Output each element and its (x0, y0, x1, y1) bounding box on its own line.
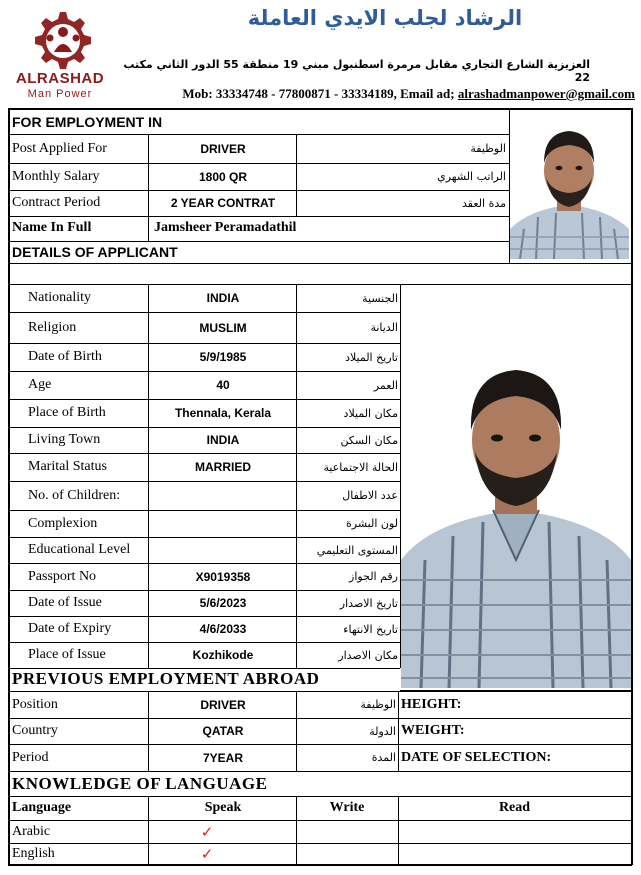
logo-emblem-icon (10, 8, 110, 70)
grid-vline (148, 284, 149, 668)
contact-phones: Mob: 33334748 - 77800871 - 33334189, Email ad; (182, 86, 458, 101)
grid-vline (296, 796, 297, 865)
field-label: Monthly Salary (12, 168, 100, 184)
person-photo-icon (401, 360, 631, 688)
field-label-arabic: مكان الاصدار (338, 648, 398, 662)
field-label: Country (12, 723, 58, 738)
right-field-label: HEIGHT: (401, 696, 462, 712)
field-label: Period (12, 749, 49, 765)
field-label-arabic: رقم الجواز (349, 570, 398, 583)
grid-vline (296, 134, 297, 216)
write-check-icon (298, 820, 396, 843)
logo-text-main: ALRASHAD (15, 70, 105, 87)
field-label: Date of Birth (28, 349, 102, 364)
field-label-arabic: تاريخ الاصدار (339, 596, 398, 610)
contact-line (120, 86, 635, 102)
field-value: X9019358 (195, 569, 251, 584)
field-value: 40 (216, 378, 230, 392)
right-field-label: WEIGHT: (401, 723, 465, 738)
field-value: Thennala, Kerala (174, 406, 272, 420)
field-value: DRIVER (200, 697, 246, 712)
field-label-arabic: لون البشرة (346, 517, 398, 530)
field-value: MARRIED (195, 460, 251, 474)
field-label: Complexion (28, 515, 98, 531)
field-value: 5/9/1985 (199, 350, 247, 364)
field-label-arabic: مدة العقد (462, 196, 506, 210)
field-label-arabic: تاريخ الانتهاء (343, 622, 398, 636)
language-name: English (12, 846, 55, 861)
field-label-arabic: المدة (371, 751, 396, 764)
field-label: Post Applied For (12, 140, 107, 156)
field-value (150, 481, 296, 510)
field-label: Place of Birth (28, 405, 106, 420)
write-check-icon (298, 843, 396, 865)
field-label-arabic: المستوى التعليمي (316, 543, 398, 557)
field-label: Passport No (28, 568, 97, 584)
column-header: Write (329, 800, 365, 815)
company-logo (10, 8, 110, 100)
speak-check-icon: ✓ (200, 822, 214, 841)
field-label-arabic: الراتب الشهري (437, 170, 506, 183)
field-label-arabic: الوظيفة (360, 698, 396, 711)
grid-vline (398, 691, 399, 771)
previous-employment-heading: PREVIOUS EMPLOYMENT ABROAD (12, 669, 320, 688)
grid-vline (631, 108, 633, 865)
field-value: 7YEAR (202, 750, 243, 765)
grid-vline (398, 796, 399, 865)
speak-check-icon: ✓ (200, 845, 214, 863)
language-heading: KNOWLEDGE OF LANGUAGE (12, 774, 268, 793)
column-header: Read (498, 800, 531, 815)
field-label: Religion (28, 319, 77, 335)
field-label-arabic: الجنسية (362, 291, 398, 305)
field-value: DRIVER (200, 141, 246, 156)
field-label-arabic: مكان الميلاد (343, 406, 398, 420)
field-value: 2 YEAR CONTRAT (170, 196, 276, 210)
applicant-photo-small (510, 117, 629, 259)
company-name-arabic: الرشاد لجلب الايدي العاملة (247, 6, 523, 30)
field-label-arabic: الديانة (370, 321, 398, 334)
grid-vline (148, 796, 149, 865)
field-value: MUSLIM (199, 320, 247, 335)
field-value (150, 510, 296, 537)
field-label: Date of Expiry (28, 621, 112, 636)
read-check-icon (400, 820, 629, 843)
field-label: Educational Level (28, 542, 131, 557)
field-label: Nationality (28, 290, 91, 305)
field-label-arabic: الدولة (369, 724, 396, 738)
field-label: Contract Period (12, 195, 101, 210)
field-label-arabic: مكان السكن (340, 433, 398, 447)
right-field-label: DATE OF SELECTION: (401, 749, 552, 765)
field-label: Living Town (28, 432, 101, 447)
field-value: INDIA (206, 291, 240, 305)
field-label: Age (28, 377, 52, 392)
field-label: Position (12, 696, 58, 712)
field-label-arabic: تاريخ الميلاد (345, 350, 398, 364)
field-value: 4/6/2033 (199, 622, 247, 636)
grid-vline (148, 691, 149, 771)
column-header: Language (12, 800, 72, 815)
read-check-icon (400, 843, 629, 865)
field-value: Kozhikode (192, 648, 254, 662)
field-label: Marital Status (28, 459, 107, 474)
field-label-arabic: الوظيفة (470, 142, 506, 155)
company-address-arabic: العزيزية الشارع التجاري مقابل مرمرة اسطنبول مبني 19 منطقة 55 الدور الثاني مكتب 22 (123, 58, 590, 84)
employment-heading: FOR EMPLOYMENT IN (12, 114, 163, 130)
grid-vline (296, 691, 297, 771)
field-label-arabic: الحالة الاجتماعية (323, 460, 398, 474)
column-header: Speak (204, 800, 242, 815)
field-label: Place of Issue (28, 647, 106, 662)
field-value: 5/6/2023 (199, 596, 247, 610)
field-label-arabic: عدد الاطفال (342, 489, 398, 502)
field-value: INDIA (206, 433, 240, 447)
grid-vline (8, 108, 10, 865)
logo-text-sub: Man Power (27, 88, 93, 100)
grid-vline (148, 134, 149, 241)
person-photo-icon (510, 117, 629, 259)
grid-hline (8, 263, 632, 264)
field-label-arabic: العمر (373, 378, 398, 392)
applicant-photo-large (401, 360, 631, 688)
field-value (150, 537, 296, 563)
language-name: Arabic (12, 823, 51, 839)
grid-vline (296, 284, 297, 668)
field-label: No. of Children: (28, 487, 121, 503)
field-label: Date of Issue (28, 595, 102, 610)
name-label: Name In Full (12, 220, 92, 235)
applicant-heading: DETAILS OF APPLICANT (12, 244, 178, 260)
field-value: QATAR (202, 724, 244, 738)
name-value: Jamsheer Peramadathil (154, 220, 297, 235)
field-value: 1800 QR (198, 169, 248, 184)
contact-email[interactable]: alrashadmanpower@gmail.com (457, 86, 635, 101)
